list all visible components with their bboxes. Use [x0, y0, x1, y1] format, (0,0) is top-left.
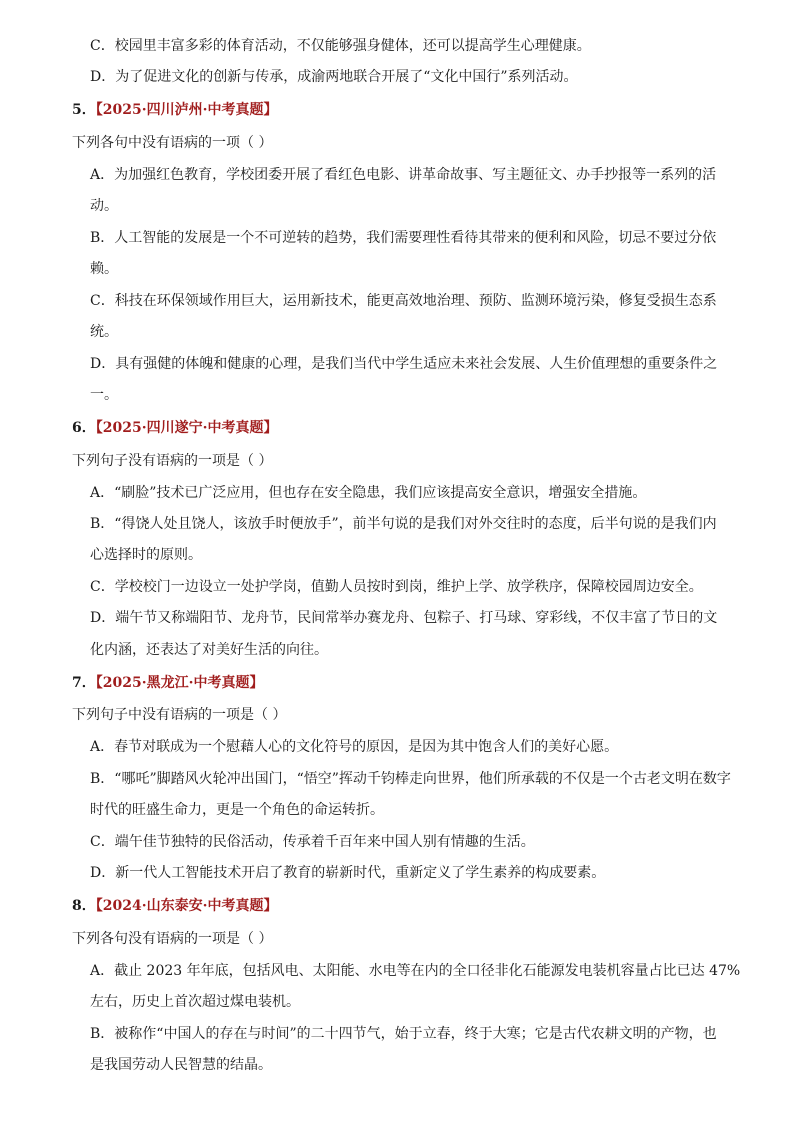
question-source: 【2025·黑龙江·中考真题】 — [95, 675, 264, 691]
question-5-option-b: B．人工智能的发展是一个不可逆转的趋势，我们需要理性看待其带来的便利和风险，切忌不要过分依 — [90, 230, 717, 246]
question-4-option-d: D．为了促进文化的创新与传承，成渝两地联合开展了“文化中国行”系列活动。 — [90, 69, 578, 85]
question-5-option-b-continued: 赖。 — [90, 261, 118, 277]
question-6-stem: 下列句子没有语病的一项是（ ） — [72, 453, 273, 469]
question-5-option-d: D．具有强健的体魄和健康的心理，是我们当代中学生适应未来社会发展、人生价值理想的重要条件之 — [90, 356, 718, 372]
question-7-option-c: C．端午佳节独特的民俗活动，传承着千百年来中国人别有情趣的生活。 — [90, 834, 535, 850]
question-5-option-c: C．科技在环保领域作用巨大，运用新技术，能更高效地治理、预防、监测环境污染，修复受损生态系 — [90, 293, 717, 309]
question-source: 【2025·四川泸州·中考真题】 — [95, 102, 278, 118]
question-5-option-a: A．为加强红色教育，学校团委开展了看红色电影、讲革命故事、写主题征文、办手抄报等一系列的活 — [90, 167, 717, 183]
question-5-option-c-continued: 统。 — [90, 324, 118, 340]
question-source: 【2025·四川遂宁·中考真题】 — [95, 420, 278, 436]
question-7-stem: 下列句子中没有语病的一项是（ ） — [72, 707, 287, 723]
question-4-option-c: C．校园里丰富多彩的体育活动，不仅能够强身健体，还可以提高学生心理健康。 — [90, 38, 591, 54]
question-8-option-a: A．截止 2023 年年底，包括风电、太阳能、水电等在内的全口径非化石能源发电装机容量占比已达 47% — [90, 963, 741, 979]
question-6-option-b-continued: 心选择时的原则。 — [90, 547, 202, 563]
question-6-option-a: A．“刷脸”技术已广泛应用，但也存在安全隐患，我们应该提高安全意识，增强安全措施。 — [90, 485, 647, 501]
question-6-option-c: C．学校校门一边设立一处护学岗，值勤人员按时到岗，维护上学、放学秩序，保障校园周边安全。 — [90, 579, 703, 595]
question-7-option-d: D．新一代人工智能技术开启了教育的崭新时代，重新定义了学生素养的构成要素。 — [90, 865, 606, 881]
question-6-option-d: D．端午节又称端阳节、龙舟节，民间常举办赛龙舟、包粽子、打马球、穿彩线，不仅丰富了节日的文 — [90, 610, 718, 626]
question-number: 8． — [72, 898, 96, 914]
question-7-heading — [72, 673, 263, 693]
question-8-heading — [72, 896, 277, 916]
question-5-option-d-continued: 一。 — [90, 387, 118, 403]
question-8-option-b: B．被称作“中国人的存在与时间”的二十四节气，始于立春，终于大寒；它是古代农耕文明的产物，也 — [90, 1026, 717, 1042]
question-6-option-d-continued: 化内涵，还表达了对美好生活的向往。 — [90, 642, 328, 658]
question-source: 【2024·山东泰安·中考真题】 — [95, 898, 278, 914]
question-5-stem: 下列各句中没有语病的一项（ ） — [72, 135, 273, 151]
question-6-heading — [72, 418, 277, 438]
question-8-option-b-continued: 是我国劳动人民智慧的结晶。 — [90, 1057, 272, 1073]
question-number: 6． — [72, 420, 96, 436]
question-7-option-a: A．春节对联成为一个慰藉人心的文化符号的原因，是因为其中饱含人们的美好心愿。 — [90, 739, 619, 755]
question-6-option-b: B．“得饶人处且饶人，该放手时便放手”，前半句说的是我们对外交往时的态度，后半句说的是我们内 — [90, 516, 717, 532]
question-7-option-b: B．“哪吒”脚踏风火轮冲出国门，“悟空”挥动千钧棒走向世界，他们所承载的不仅是一个古老文明在数字 — [90, 771, 731, 787]
question-5-option-a-continued: 动。 — [90, 198, 118, 214]
question-8-stem: 下列各句没有语病的一项是（ ） — [72, 931, 273, 947]
question-8-option-a-continued: 左右，历史上首次超过煤电装机。 — [90, 994, 300, 1010]
question-5-heading — [72, 100, 277, 120]
question-number: 5． — [72, 102, 96, 118]
question-7-option-b-continued: 时代的旺盛生命力，更是一个角色的命运转折。 — [90, 802, 384, 818]
question-number: 7． — [72, 675, 96, 691]
